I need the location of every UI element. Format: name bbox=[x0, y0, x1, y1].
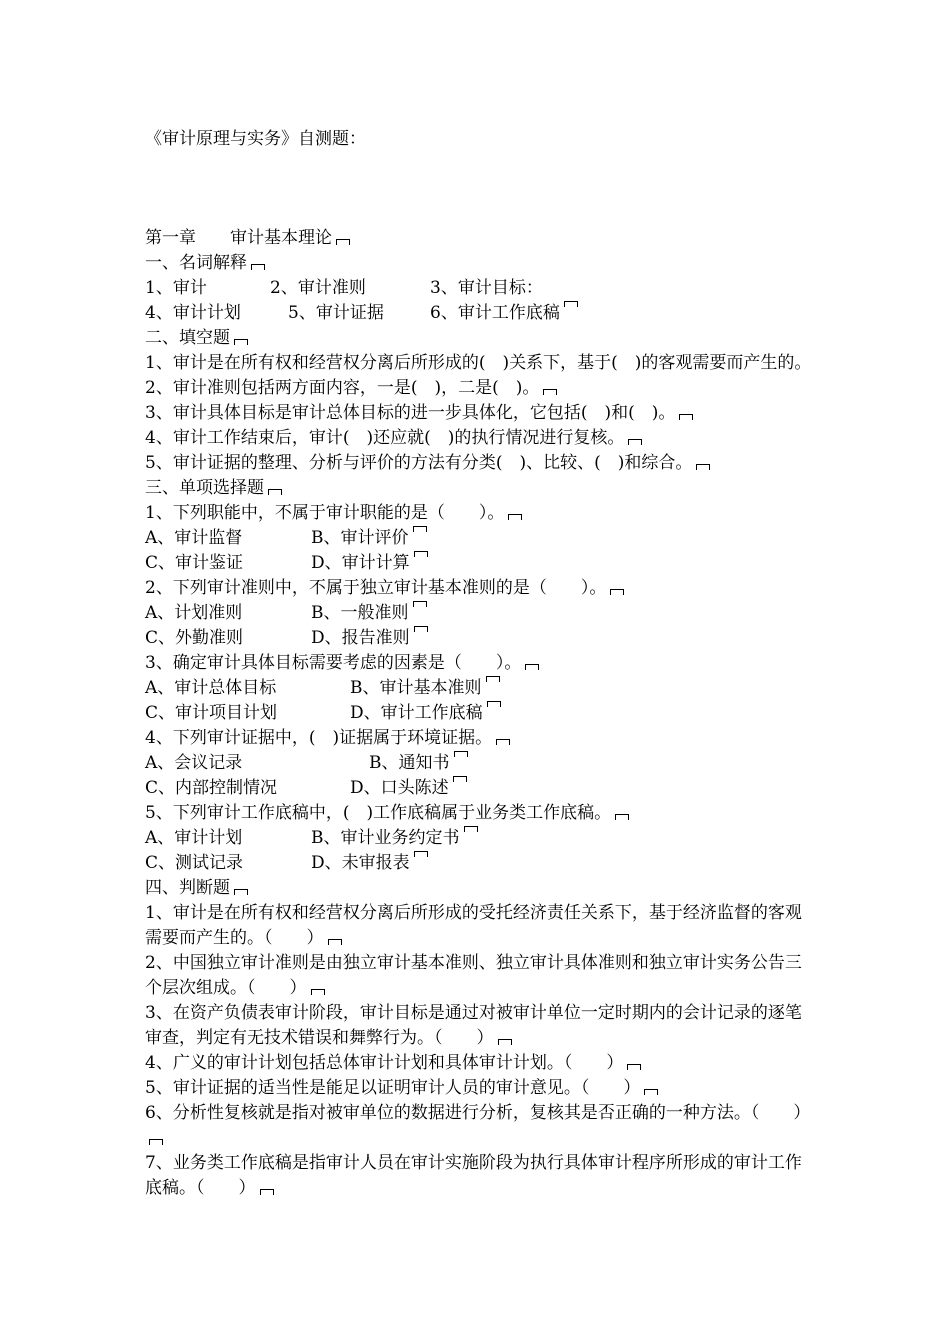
choice-options: A、计划准则 B、一般准则 bbox=[145, 601, 817, 626]
fill-question: 1、审计是在所有权和经营权分离后所形成的( )关系下，基于( )的客观需要而产生的。 bbox=[145, 353, 812, 373]
choice-question-stem: 3、确定审计具体目标需要考虑的因素是（ ）。 bbox=[145, 651, 817, 676]
fill-question: 2、审计准则包括两方面内容，一是( )，二是( )。 bbox=[145, 376, 817, 401]
paragraph-mark-icon bbox=[234, 339, 248, 345]
paragraph-mark-icon bbox=[628, 439, 642, 445]
paragraph-mark-icon bbox=[328, 939, 342, 945]
fill-question: 3、审计具体目标是审计总体目标的进一步具体化，它包括( )和( )。 bbox=[145, 401, 817, 426]
paragraph-mark-icon bbox=[498, 1039, 512, 1045]
document-body bbox=[145, 226, 817, 1201]
terms-row: 4、审计计划 5、审计证据 6、审计工作底稿 bbox=[145, 301, 817, 326]
judge-question: 5、审计证据的适当性是能足以证明审计人员的审计意见。（ ） bbox=[145, 1076, 817, 1101]
paragraph-mark-icon bbox=[251, 264, 265, 270]
choice-options: A、审计计划 B、审计业务约定书 bbox=[145, 826, 817, 851]
section-heading-choice: 三、单项选择题 bbox=[145, 476, 817, 501]
judge-question: 3、在资产负债表审计阶段，审计目标是通过对被审计单位一定时期内的会计记录的逐笔审查，判定有无技术错误和舞弊行为。（ ） bbox=[145, 1003, 802, 1048]
paragraph-mark-icon bbox=[525, 664, 539, 670]
choice-options: C、内部控制情况 D、口头陈述 bbox=[145, 776, 817, 801]
paragraph-mark-icon bbox=[149, 1139, 163, 1145]
choice-question-stem: 2、下列审计准则中，不属于独立审计基本准则的是（ ）。 bbox=[145, 576, 817, 601]
paragraph-mark-icon bbox=[414, 626, 428, 632]
section-heading-terms: 一、名词解释 bbox=[145, 251, 817, 276]
chapter-heading: 第一章 审计基本理论 bbox=[145, 226, 817, 251]
paragraph-mark-icon bbox=[496, 739, 510, 745]
paragraph-mark-icon bbox=[336, 239, 350, 245]
paragraph-mark-icon bbox=[260, 1189, 274, 1195]
choice-options: C、外勤准则 D、报告准则 bbox=[145, 626, 817, 651]
choice-question-stem: 4、下列审计证据中，( )证据属于环境证据。 bbox=[145, 726, 817, 751]
choice-options: A、会议记录 B、通知书 bbox=[145, 751, 817, 776]
paragraph-mark-icon bbox=[486, 676, 500, 682]
paragraph-mark-icon bbox=[508, 514, 522, 520]
paragraph-mark-icon bbox=[453, 776, 467, 782]
judge-question: 2、中国独立审计准则是由独立审计基本准则、独立审计具体准则和独立审计实务公告三个层次组成。（ ） bbox=[145, 953, 802, 998]
paragraph-mark-icon bbox=[413, 526, 427, 532]
paragraph-mark-icon bbox=[311, 989, 325, 995]
paragraph-mark-icon bbox=[464, 826, 478, 832]
paragraph-mark-icon bbox=[414, 551, 428, 557]
paragraph-mark-icon bbox=[627, 1064, 641, 1070]
section-heading-fill: 二、填空题 bbox=[145, 326, 817, 351]
paragraph-mark-icon bbox=[543, 389, 557, 395]
paragraph-mark-icon bbox=[414, 851, 428, 857]
judge-question: 7、业务类工作底稿是指审计人员在审计实施阶段为执行具体审计程序所形成的审计工作底稿。（ ） bbox=[145, 1153, 802, 1198]
choice-options: A、审计总体目标 B、审计基本准则 bbox=[145, 676, 817, 701]
section-heading-judge: 四、判断题 bbox=[145, 876, 817, 901]
terms-row: 1、审计 2、审计准则 3、审计目标： bbox=[145, 278, 543, 298]
paragraph-mark-icon bbox=[615, 814, 629, 820]
fill-question: 4、审计工作结束后，审计( )还应就( )的执行情况进行复核。 bbox=[145, 426, 817, 451]
judge-question: 1、审计是在所有权和经营权分离后所形成的受托经济责任关系下，基于经济监督的客观需要而产生的。（ ） bbox=[145, 903, 802, 948]
choice-options: C、审计鉴证 D、审计计算 bbox=[145, 551, 817, 576]
document-title: 《审计原理与实务》自测题： bbox=[145, 129, 366, 149]
paragraph-mark-icon bbox=[696, 464, 710, 470]
paragraph-mark-icon bbox=[564, 301, 578, 307]
paragraph-mark-icon bbox=[610, 589, 624, 595]
choice-question-stem: 1、下列职能中，不属于审计职能的是（ ）。 bbox=[145, 501, 817, 526]
choice-question-stem: 5、下列审计工作底稿中，( )工作底稿属于业务类工作底稿。 bbox=[145, 801, 817, 826]
paragraph-mark-icon bbox=[413, 601, 427, 607]
paragraph-mark-icon bbox=[454, 751, 468, 757]
choice-options: C、测试记录 D、未审报表 bbox=[145, 851, 817, 876]
paragraph-mark-icon bbox=[644, 1089, 658, 1095]
paragraph-mark-icon bbox=[268, 489, 282, 495]
paragraph-mark-icon bbox=[679, 414, 693, 420]
paragraph-mark-icon bbox=[487, 701, 501, 707]
fill-question: 5、审计证据的整理、分析与评价的方法有分类( )、比较、( )和综合。 bbox=[145, 451, 817, 476]
judge-question: 6、分析性复核就是指对被审单位的数据进行分析，复核其是否正确的一种方法。（ ） bbox=[145, 1101, 817, 1151]
choice-options: C、审计项目计划 D、审计工作底稿 bbox=[145, 701, 817, 726]
paragraph-mark-icon bbox=[234, 889, 248, 895]
choice-options: A、审计监督 B、审计评价 bbox=[145, 526, 817, 551]
judge-question: 4、广义的审计计划包括总体审计计划和具体审计计划。（ ） bbox=[145, 1051, 817, 1076]
